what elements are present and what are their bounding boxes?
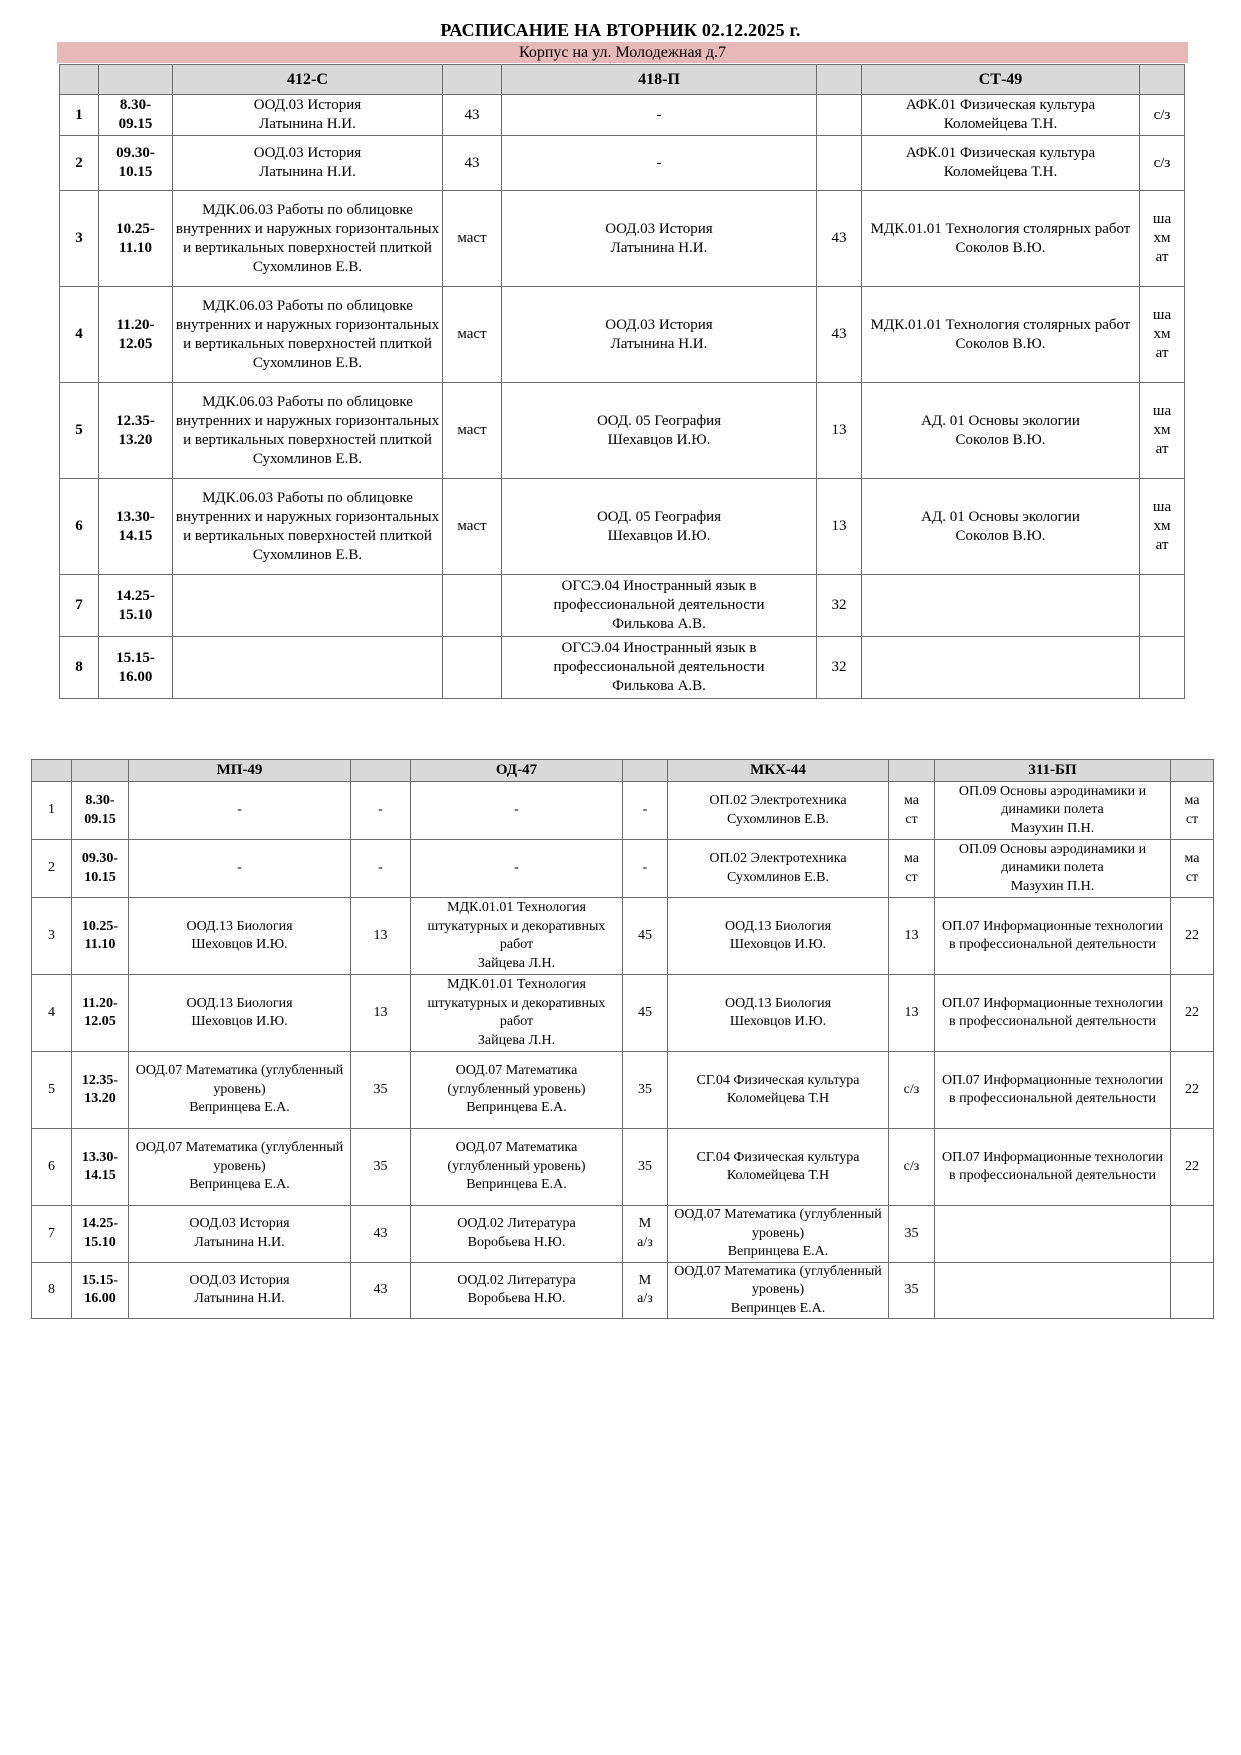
lesson-time: 11.20- 12.05 (72, 975, 129, 1052)
subject-cell: - (129, 840, 351, 898)
room-cell: 13 (889, 975, 935, 1052)
subject-cell: МДК.06.03 Работы по облицовке внутренних и наружных горизонтальных и вертикальных поверхностей плиткой Сухомлинов Е.В. (173, 191, 443, 287)
subject-cell: - (411, 840, 623, 898)
subject-cell: - (502, 95, 817, 136)
room-cell: 35 (351, 1129, 411, 1206)
subject-cell: ООД.03 История Латынина Н.И. (129, 1206, 351, 1263)
table-header-row (32, 760, 1214, 782)
subject-cell: ООД.03 История Латынина Н.И. (129, 1262, 351, 1319)
subject-cell: - (502, 136, 817, 191)
room-cell: с/з (889, 1052, 935, 1129)
room-cell: 32 (817, 575, 862, 637)
subject-cell: МДК.06.03 Работы по облицовке внутренних и наружных горизонтальных и вертикальных поверхностей плиткой Сухомлинов Е.В. (173, 383, 443, 479)
subject-cell (173, 575, 443, 637)
subject-cell: ООД.02 Литература Воробьева Н.Ю. (411, 1206, 623, 1263)
group-header: 311-БП (935, 760, 1171, 782)
subject-cell: ООД.13 Биология Шеховцов И.Ю. (129, 898, 351, 975)
room-cell: - (351, 782, 411, 840)
lesson-time: 12.35- 13.20 (99, 383, 173, 479)
room-cell: 22 (1171, 1129, 1214, 1206)
room-cell: 13 (817, 479, 862, 575)
lesson-time: 8.30- 09.15 (99, 95, 173, 136)
subject-cell: МДК.06.03 Работы по облицовке внутренних и наружных горизонтальных и вертикальных поверхностей плиткой Сухомлинов Е.В. (173, 287, 443, 383)
lesson-number: 4 (32, 975, 72, 1052)
room-cell: ша хм ат (1140, 479, 1185, 575)
lesson-number: 5 (60, 383, 99, 479)
subject-cell: ООД. 05 География Шехавцов И.Ю. (502, 479, 817, 575)
room-cell: 13 (889, 898, 935, 975)
lesson-number: 7 (32, 1206, 72, 1263)
room-cell: 35 (623, 1129, 668, 1206)
room-cell: ма ст (1171, 782, 1214, 840)
room-cell: ша хм ат (1140, 191, 1185, 287)
room-header (351, 760, 411, 782)
lesson-time: 12.35- 13.20 (72, 1052, 129, 1129)
room-cell: - (623, 840, 668, 898)
subject-cell (935, 1206, 1171, 1263)
lesson-number: 2 (32, 840, 72, 898)
table-row (60, 575, 1185, 637)
lesson-number: 1 (60, 95, 99, 136)
subject-cell: АФК.01 Физическая культура Коломейцева Т.Н. (862, 95, 1140, 136)
subject-cell: ООД.07 Математика (углубленный уровень) Вепринцева Е.А. (129, 1052, 351, 1129)
lesson-time: 8.30- 09.15 (72, 782, 129, 840)
subject-cell (935, 1262, 1171, 1319)
room-cell: 35 (623, 1052, 668, 1129)
table-row (60, 95, 1185, 136)
room-cell: 43 (817, 191, 862, 287)
subject-cell: МДК.01.01 Технология столярных работ Соколов В.Ю. (862, 191, 1140, 287)
group-header: МКХ-44 (668, 760, 889, 782)
lesson-number: 3 (60, 191, 99, 287)
room-cell: ша хм ат (1140, 287, 1185, 383)
room-cell: 32 (817, 637, 862, 699)
room-cell: с/з (1140, 95, 1185, 136)
subject-cell: ОП.07 Информационные технологии в профессиональной деятельности (935, 1052, 1171, 1129)
room-cell: 43 (443, 95, 502, 136)
subject-cell: - (129, 782, 351, 840)
room-header (889, 760, 935, 782)
room-header (443, 65, 502, 95)
lesson-time: 11.20- 12.05 (99, 287, 173, 383)
group-header: 418-П (502, 65, 817, 95)
room-cell (817, 136, 862, 191)
lesson-number: 6 (32, 1129, 72, 1206)
subject-cell: ООД.07 Математика (углубленный уровень) Вепринцев Е.А. (668, 1262, 889, 1319)
lesson-number: 8 (32, 1262, 72, 1319)
subject-cell: ООД.13 Биология Шеховцов И.Ю. (668, 975, 889, 1052)
room-cell: 43 (443, 136, 502, 191)
subject-cell: ООД.07 Математика (углубленный уровень) Вепринцева Е.А. (668, 1206, 889, 1263)
table-row (32, 782, 1214, 840)
room-header (623, 760, 668, 782)
lesson-time: 10.25- 11.10 (99, 191, 173, 287)
subject-cell (173, 637, 443, 699)
subject-cell (862, 637, 1140, 699)
subject-cell: МДК.06.03 Работы по облицовке внутренних и наружных горизонтальных и вертикальных поверхностей плиткой Сухомлинов Е.В. (173, 479, 443, 575)
subject-cell: ООД.02 Литература Воробьева Н.Ю. (411, 1262, 623, 1319)
lesson-time: 14.25- 15.10 (72, 1206, 129, 1263)
subject-cell: МДК.01.01 Технология штукатурных и декоративных работ Зайцева Л.Н. (411, 898, 623, 975)
subject-cell: ОП.07 Информационные технологии в профессиональной деятельности (935, 1129, 1171, 1206)
room-cell: 22 (1171, 898, 1214, 975)
table-row (32, 1262, 1214, 1319)
table-row (60, 383, 1185, 479)
room-cell: М а/з (623, 1262, 668, 1319)
subject-cell: СГ.04 Физическая культура Коломейцева Т.Н (668, 1129, 889, 1206)
room-cell (443, 575, 502, 637)
subject-cell: АФК.01 Физическая культура Коломейцева Т.Н. (862, 136, 1140, 191)
group-header: МП-49 (129, 760, 351, 782)
subject-cell: ООД.03 История Латынина Н.И. (173, 136, 443, 191)
lesson-time: 09.30- 10.15 (72, 840, 129, 898)
table-row (60, 637, 1185, 699)
room-cell: маст (443, 287, 502, 383)
room-cell: маст (443, 191, 502, 287)
room-cell (1171, 1206, 1214, 1263)
table-row (32, 1206, 1214, 1263)
lesson-number: 7 (60, 575, 99, 637)
lesson-number: 4 (60, 287, 99, 383)
header-num (32, 760, 72, 782)
table-row (60, 136, 1185, 191)
lesson-number: 5 (32, 1052, 72, 1129)
schedule-table-2 (31, 759, 1214, 1319)
lesson-time: 15.15- 16.00 (99, 637, 173, 699)
room-cell (1140, 575, 1185, 637)
schedule-table-1 (59, 64, 1185, 699)
subject-cell: ООД.03 История Латынина Н.И. (173, 95, 443, 136)
group-header: СТ-49 (862, 65, 1140, 95)
lesson-time: 13.30- 14.15 (72, 1129, 129, 1206)
room-cell: с/з (889, 1129, 935, 1206)
header-time (72, 760, 129, 782)
room-cell: 22 (1171, 1052, 1214, 1129)
lesson-number: 1 (32, 782, 72, 840)
room-cell (1171, 1262, 1214, 1319)
subject-cell: ООД.07 Математика (углубленный уровень) Вепринцева Е.А. (411, 1129, 623, 1206)
subject-cell: АД. 01 Основы экологии Соколов В.Ю. (862, 383, 1140, 479)
subject-cell: ОГСЭ.04 Иностранный язык в профессиональной деятельности Филькова А.В. (502, 575, 817, 637)
subject-cell: ООД.13 Биология Шеховцов И.Ю. (668, 898, 889, 975)
room-cell (443, 637, 502, 699)
subject-cell: ОП.07 Информационные технологии в профессиональной деятельности (935, 975, 1171, 1052)
lesson-number: 8 (60, 637, 99, 699)
subject-cell: МДК.01.01 Технология столярных работ Соколов В.Ю. (862, 287, 1140, 383)
room-cell: 35 (889, 1206, 935, 1263)
subject-cell: ОП.09 Основы аэродинамики и динамики полета Мазухин П.Н. (935, 840, 1171, 898)
room-cell: 45 (623, 898, 668, 975)
subject-cell: ООД.03 История Латынина Н.И. (502, 191, 817, 287)
room-cell: - (623, 782, 668, 840)
header-time (99, 65, 173, 95)
lesson-number: 6 (60, 479, 99, 575)
room-cell: 43 (817, 287, 862, 383)
room-cell: 43 (351, 1262, 411, 1319)
room-cell: 22 (1171, 975, 1214, 1052)
table-row (32, 1129, 1214, 1206)
subject-cell: ООД.07 Математика (углубленный уровень) Вепринцева Е.А. (411, 1052, 623, 1129)
room-cell: 35 (889, 1262, 935, 1319)
room-header (1140, 65, 1185, 95)
subject-cell: ОП.09 Основы аэродинамики и динамики полета Мазухин П.Н. (935, 782, 1171, 840)
room-cell: маст (443, 383, 502, 479)
subject-cell: СГ.04 Физическая культура Коломейцева Т.Н (668, 1052, 889, 1129)
room-cell: М а/з (623, 1206, 668, 1263)
subject-cell: ОП.02 Электротехника Сухомлинов Е.В. (668, 840, 889, 898)
room-cell: 43 (351, 1206, 411, 1263)
room-cell: 13 (817, 383, 862, 479)
subject-cell: ООД.03 История Латынина Н.И. (502, 287, 817, 383)
room-cell: с/з (1140, 136, 1185, 191)
subject-cell: ООД. 05 География Шехавцов И.Ю. (502, 383, 817, 479)
subject-cell: - (411, 782, 623, 840)
table-row (32, 1052, 1214, 1129)
room-cell: 13 (351, 975, 411, 1052)
table-row (32, 840, 1214, 898)
room-header (817, 65, 862, 95)
group-header: 412-С (173, 65, 443, 95)
room-cell: ма ст (889, 840, 935, 898)
room-cell: 13 (351, 898, 411, 975)
subject-cell: ОП.07 Информационные технологии в профессиональной деятельности (935, 898, 1171, 975)
lesson-time: 15.15- 16.00 (72, 1262, 129, 1319)
subject-cell: ООД.13 Биология Шеховцов И.Ю. (129, 975, 351, 1052)
lesson-time: 14.25- 15.10 (99, 575, 173, 637)
subject-cell: ОП.02 Электротехника Сухомлинов Е.В. (668, 782, 889, 840)
room-cell (817, 95, 862, 136)
subject-cell: ООД.07 Математика (углубленный уровень) Вепринцева Е.А. (129, 1129, 351, 1206)
table-row (60, 191, 1185, 287)
room-cell: маст (443, 479, 502, 575)
room-cell: ша хм ат (1140, 383, 1185, 479)
table-row (60, 287, 1185, 383)
lesson-time: 10.25- 11.10 (72, 898, 129, 975)
group-header: ОД-47 (411, 760, 623, 782)
room-cell: - (351, 840, 411, 898)
room-cell (1140, 637, 1185, 699)
lesson-time: 09.30- 10.15 (99, 136, 173, 191)
subject-cell: ОГСЭ.04 Иностранный язык в профессиональной деятельности Филькова А.В. (502, 637, 817, 699)
table-row (32, 975, 1214, 1052)
lesson-number: 2 (60, 136, 99, 191)
header-num (60, 65, 99, 95)
room-cell: ма ст (889, 782, 935, 840)
room-cell: 35 (351, 1052, 411, 1129)
room-cell: 45 (623, 975, 668, 1052)
table-row (60, 479, 1185, 575)
room-header (1171, 760, 1214, 782)
subject-cell (862, 575, 1140, 637)
room-cell: ма ст (1171, 840, 1214, 898)
table-header-row (60, 65, 1185, 95)
lesson-time: 13.30- 14.15 (99, 479, 173, 575)
table-row (32, 898, 1214, 975)
subject-cell: АД. 01 Основы экологии Соколов В.Ю. (862, 479, 1140, 575)
building-banner: Корпус на ул. Молодежная д.7 (57, 42, 1188, 63)
lesson-number: 3 (32, 898, 72, 975)
subject-cell: МДК.01.01 Технология штукатурных и декоративных работ Зайцева Л.Н. (411, 975, 623, 1052)
page-title: РАСПИСАНИЕ НА ВТОРНИК 02.12.2025 г. (440, 20, 801, 40)
